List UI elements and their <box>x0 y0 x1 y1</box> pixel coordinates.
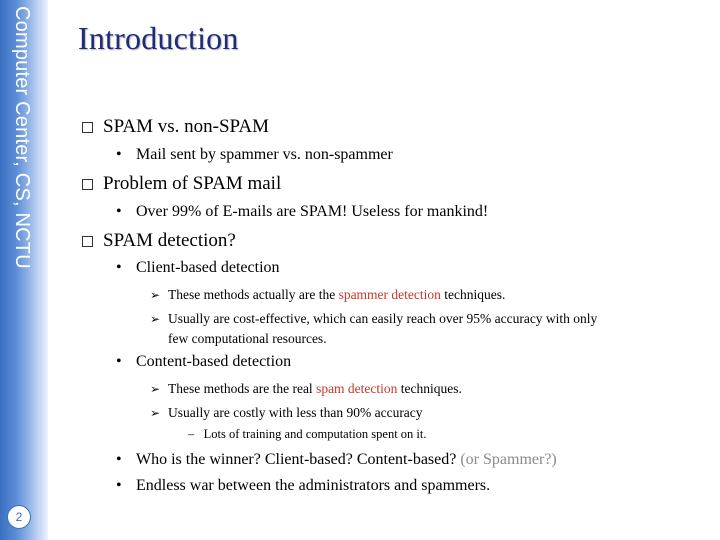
sub-bullet-client <box>116 259 280 277</box>
arrow-bullet-icon: ➢ <box>150 288 161 302</box>
sidebar-title: Computer Center, CS, NCTU <box>11 6 33 269</box>
sub-bullet <box>116 146 393 164</box>
dot-bullet-icon: • <box>116 451 122 468</box>
arrow-bullet-icon: ➢ <box>150 312 161 326</box>
sub-bullet-content <box>116 353 291 371</box>
item-text: Usually are costly with less than 90% accuracy <box>168 405 423 420</box>
bullet-text: SPAM detection? <box>103 230 236 251</box>
sub-bullet-text: Content-based detection <box>136 353 292 370</box>
item-text-wrap: few computational resources. <box>168 331 327 346</box>
bullet-spam-vs-non-spam <box>82 116 269 138</box>
bullet-text: Problem of SPAM mail <box>103 173 282 194</box>
item-text: Usually are cost-effective, which can easily reach over 95% accuracy with only <box>168 311 598 326</box>
highlight-text: spammer detection <box>338 287 441 302</box>
sub-bullet-text: Who is the winner? Client-based? Content-based? <box>136 451 457 468</box>
bullet-problem <box>82 173 281 195</box>
sub-bullet <box>116 203 488 221</box>
arrow-bullet-icon: ➢ <box>150 406 161 420</box>
dot-bullet-icon: • <box>116 353 122 370</box>
sub-bullet-text: Client-based detection <box>136 259 280 276</box>
bullet-text: SPAM vs. non-SPAM <box>103 116 269 137</box>
sub-bullet-winner <box>116 451 557 469</box>
item-text: techniques. <box>397 381 462 396</box>
arrow-item <box>150 403 690 423</box>
highlight-text: spam detection <box>316 381 398 396</box>
arrow-bullet-icon: ➢ <box>150 382 161 396</box>
arrow-item <box>150 285 690 305</box>
arrow-item <box>150 309 690 348</box>
dash-item <box>188 427 427 442</box>
bullet-detection <box>82 230 236 252</box>
dot-bullet-icon: • <box>116 259 122 276</box>
dash-bullet-icon: – <box>188 427 204 441</box>
sub-bullet-text: Mail sent by spammer vs. non-spammer <box>136 146 393 163</box>
slide-title: Introduction <box>78 20 239 56</box>
square-bullet-icon <box>82 236 93 247</box>
dot-bullet-icon: • <box>116 146 122 163</box>
arrow-item <box>150 379 690 399</box>
dot-bullet-icon: • <box>116 203 122 220</box>
item-text: These methods actually are the <box>168 287 339 302</box>
sub-bullet-war <box>116 477 490 495</box>
item-text: Lots of training and computation spent on it. <box>203 427 427 441</box>
sub-bullet-text: Over 99% of E-mails are SPAM! Useless for mankind! <box>136 203 489 220</box>
square-bullet-icon <box>82 179 93 190</box>
item-text: techniques. <box>440 287 506 302</box>
dot-bullet-icon: • <box>116 477 122 494</box>
sub-bullet-text: Endless war between the administrators and spammers. <box>136 477 491 494</box>
square-bullet-icon <box>82 122 93 133</box>
page-number: 2 <box>7 505 31 529</box>
sub-bullet-grey-text: (or Spammer?) <box>460 451 557 468</box>
item-text: These methods are the real <box>168 381 317 396</box>
